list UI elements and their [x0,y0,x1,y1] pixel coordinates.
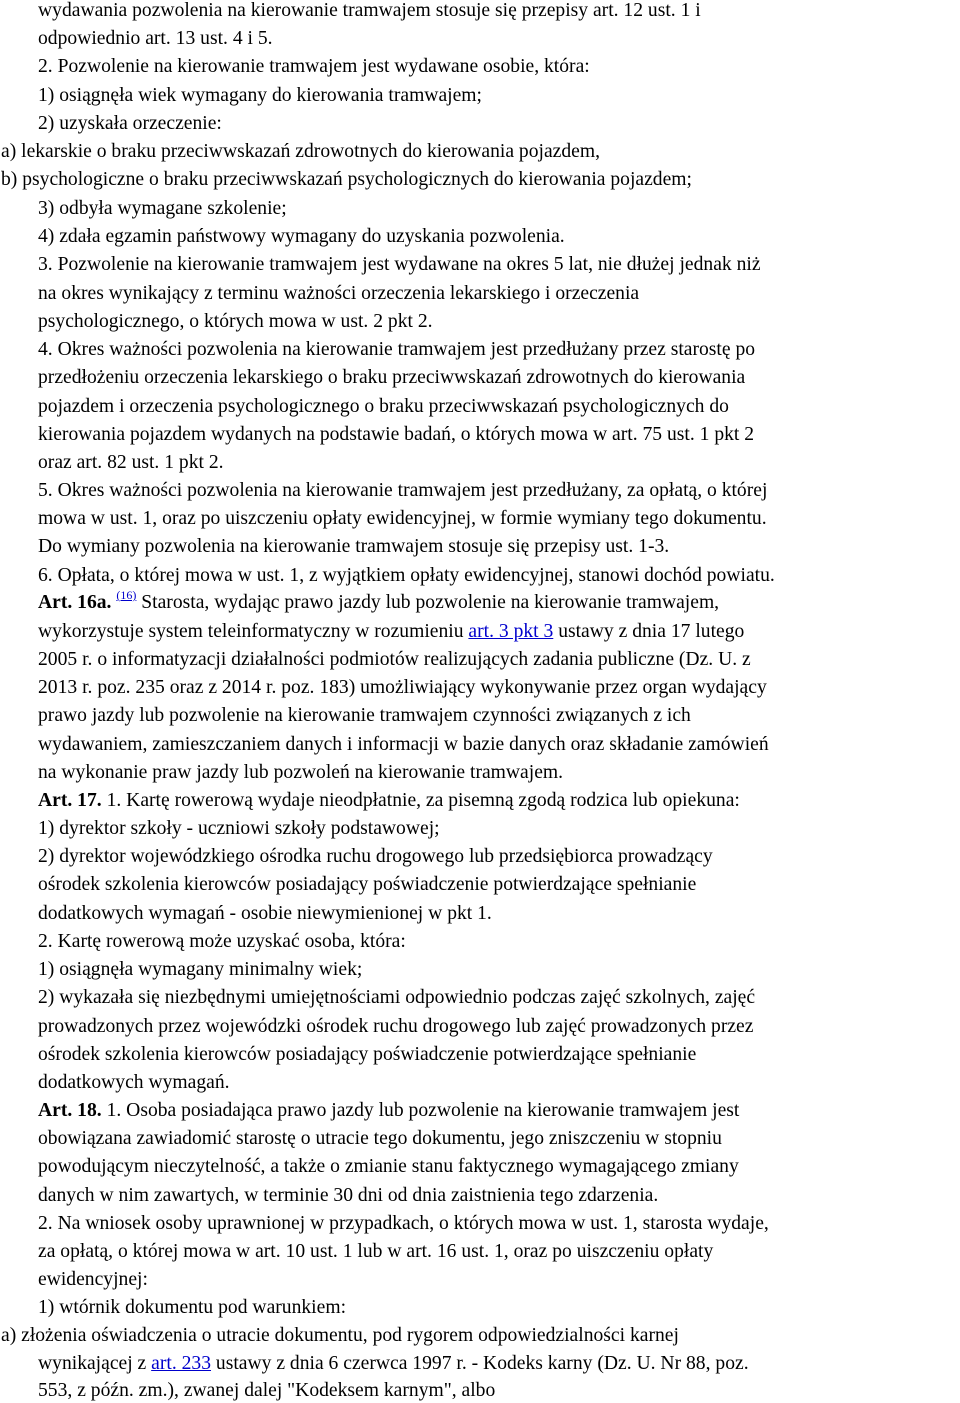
text-line: na okres wynikający z terminu ważności orzeczenia lekarskiego i orzeczenia [38,283,640,304]
text-line [38,621,744,643]
text-line: obowiązana zawiadomić starostę o utracie tego dokumentu, jego zniszczeniu w stopniu [38,1128,722,1149]
text-line: 1) osiągnęła wiek wymagany do kierowania tramwajem; [38,85,482,106]
text-line: dodatkowych wymagań - osobie niewymienionej w pkt 1. [38,903,492,924]
text-line: pojazdem i orzeczenia psychologicznego o braku przeciwwskazań psychologicznych do [38,396,729,417]
text-line: przedłożeniu orzeczenia lekarskiego o braku przeciwwskazań zdrowotnych do kierowania [38,367,746,388]
article-heading: Art. 18. [38,1100,102,1121]
text-span: 1. Kartę rowerową wydaje nieodpłatnie, za pisemną zgodą rodzica lub opiekuna: [101,790,740,811]
text-line: 2. Kartę rowerową może uzyskać osoba, która: [38,931,406,952]
text-line: kierowania pojazdem wydanych na podstawie badań, o których mowa w art. 75 ust. 1 pkt 2 [38,424,755,445]
text-line: danych w nim zawartych, w terminie 30 dni od dnia zaistnienia tego zdarzenia. [38,1185,659,1206]
article-18-line [38,1100,739,1122]
text-line: za opłatą, o której mowa w art. 10 ust. 1 lub w art. 16 ust. 1, oraz po uiszczeniu opłaty [38,1241,714,1262]
text-line: na wykonanie praw jazdy lub pozwoleń na kierowanie tramwajem. [38,762,564,783]
text-line: ewidencyjnej: [38,1269,148,1290]
text-line: odpowiednio art. 13 ust. 4 i 5. [38,28,273,49]
text-line: 6. Opłata, o której mowa w ust. 1, z wyjątkiem opłaty ewidencyjnej, stanowi dochód powiatu. [38,565,775,586]
text-line: wydawania pozwolenia na kierowanie tramwajem stosuje się przepisy art. 12 ust. 1 i [38,0,701,21]
text-line: 1) dyrektor szkoły - uczniowi szkoły podstawowej; [38,818,440,839]
article-heading: Art. 16a. [38,592,112,613]
text-line: 1) wtórnik dokumentu pod warunkiem: [38,1297,347,1318]
text-line: 2) wykazała się niezbędnymi umiejętnościami odpowiednio podczas zajęć szkolnych, zajęć [38,987,756,1008]
text-line: 553, z późn. zm.), zwanej dalej "Kodeksem karnym", albo [38,1380,496,1401]
text-span: wynikającej z [38,1353,152,1374]
article-16a-line [38,588,720,615]
text-line: psychologicznego, o których mowa w ust. 2 pkt 2. [38,311,433,332]
art-3-pkt-3-link[interactable]: art. 3 pkt 3 [468,621,554,642]
text-line: 2) uzyskała orzeczenie: [38,113,222,134]
text-span: wykorzystuje system teleinformatyczny w rozumieniu [38,621,469,642]
text-span: ustawy z dnia 17 lutego [553,621,745,642]
text-line: Do wymiany pozwolenia na kierowanie tramwajem stosuje się przepisy ust. 1-3. [38,536,670,557]
text-line: a) lekarskie o braku przeciwwskazań zdrowotnych do kierowania pojazdem, [1,141,600,162]
text-line: 3) odbyła wymagane szkolenie; [38,198,287,219]
text-line: 4. Okres ważności pozwolenia na kierowanie tramwajem jest przedłużany przez starostę po [38,339,756,360]
text-line: 2005 r. o informatyzacji działalności podmiotów realizujących zadania publiczne (Dz. U. z [38,649,751,670]
text-line: prowadzonych przez wojewódzki ośrodek ruchu drogowego lub zajęć prowadzonych przez [38,1016,754,1037]
article-17-line [38,790,740,812]
article-heading: Art. 17. [38,790,102,811]
text-line: oraz art. 82 ust. 1 pkt 2. [38,452,224,473]
text-line: 4) zdała egzamin państwowy wymagany do uzyskania pozwolenia. [38,226,565,247]
text-line [38,1353,749,1375]
text-line: a) złożenia oświadczenia o utracie dokumentu, pod rygorem odpowiedzialności karnej [1,1325,679,1346]
text-line: b) psychologiczne o braku przeciwwskazań psychologicznych do kierowania pojazdem; [1,169,692,190]
text-span: Starosta, wydając prawo jazdy lub pozwolenie na kierowanie tramwajem, [136,592,720,613]
footnote-link[interactable]: (16) [116,588,137,602]
text-line: wydawaniem, zamieszczaniem danych i informacji w bazie danych oraz składanie zamówień [38,734,769,755]
text-line: 2) dyrektor wojewódzkiego ośrodka ruchu drogowego lub przedsiębiorca prowadzący [38,846,713,867]
art-233-link[interactable]: art. 233 [151,1353,212,1374]
text-line: 2. Na wniosek osoby uprawnionej w przypadkach, o których mowa w ust. 1, starosta wydaje, [38,1213,769,1234]
text-line: ośrodek szkolenia kierowców posiadający poświadczenie potwierdzające spełnianie [38,874,697,895]
text-line: 3. Pozwolenie na kierowanie tramwajem jest wydawane na okres 5 lat, nie dłużej jednak niż [38,254,761,275]
text-span: 1. Osoba posiadająca prawo jazdy lub pozwolenie na kierowanie tramwajem jest [101,1100,740,1121]
text-line: 1) osiągnęła wymagany minimalny wiek; [38,959,363,980]
text-span: ustawy z dnia 6 czerwca 1997 r. - Kodeks karny (Dz. U. Nr 88, poz. [211,1353,749,1374]
text-line: mowa w ust. 1, oraz po uiszczeniu opłaty ewidencyjnej, w formie wymiany tego dokumentu. [38,508,767,529]
text-line: ośrodek szkolenia kierowców posiadający poświadczenie potwierdzające spełnianie [38,1044,697,1065]
text-line: 2013 r. poz. 235 oraz z 2014 r. poz. 183) umożliwiający wykonywanie przez organ wydający [38,677,767,698]
text-line: 5. Okres ważności pozwolenia na kierowanie tramwajem jest przedłużany, za opłatą, o której [38,480,768,501]
text-line: powodującym nieczytelność, a także o zmianie stanu faktycznego wymagającego zmiany [38,1156,739,1177]
text-line: 2. Pozwolenie na kierowanie tramwajem jest wydawane osobie, która: [38,56,590,77]
text-line: dodatkowych wymagań. [38,1072,230,1093]
text-line: prawo jazdy lub pozwolenie na kierowanie tramwajem czynności związanych z ich [38,705,691,726]
